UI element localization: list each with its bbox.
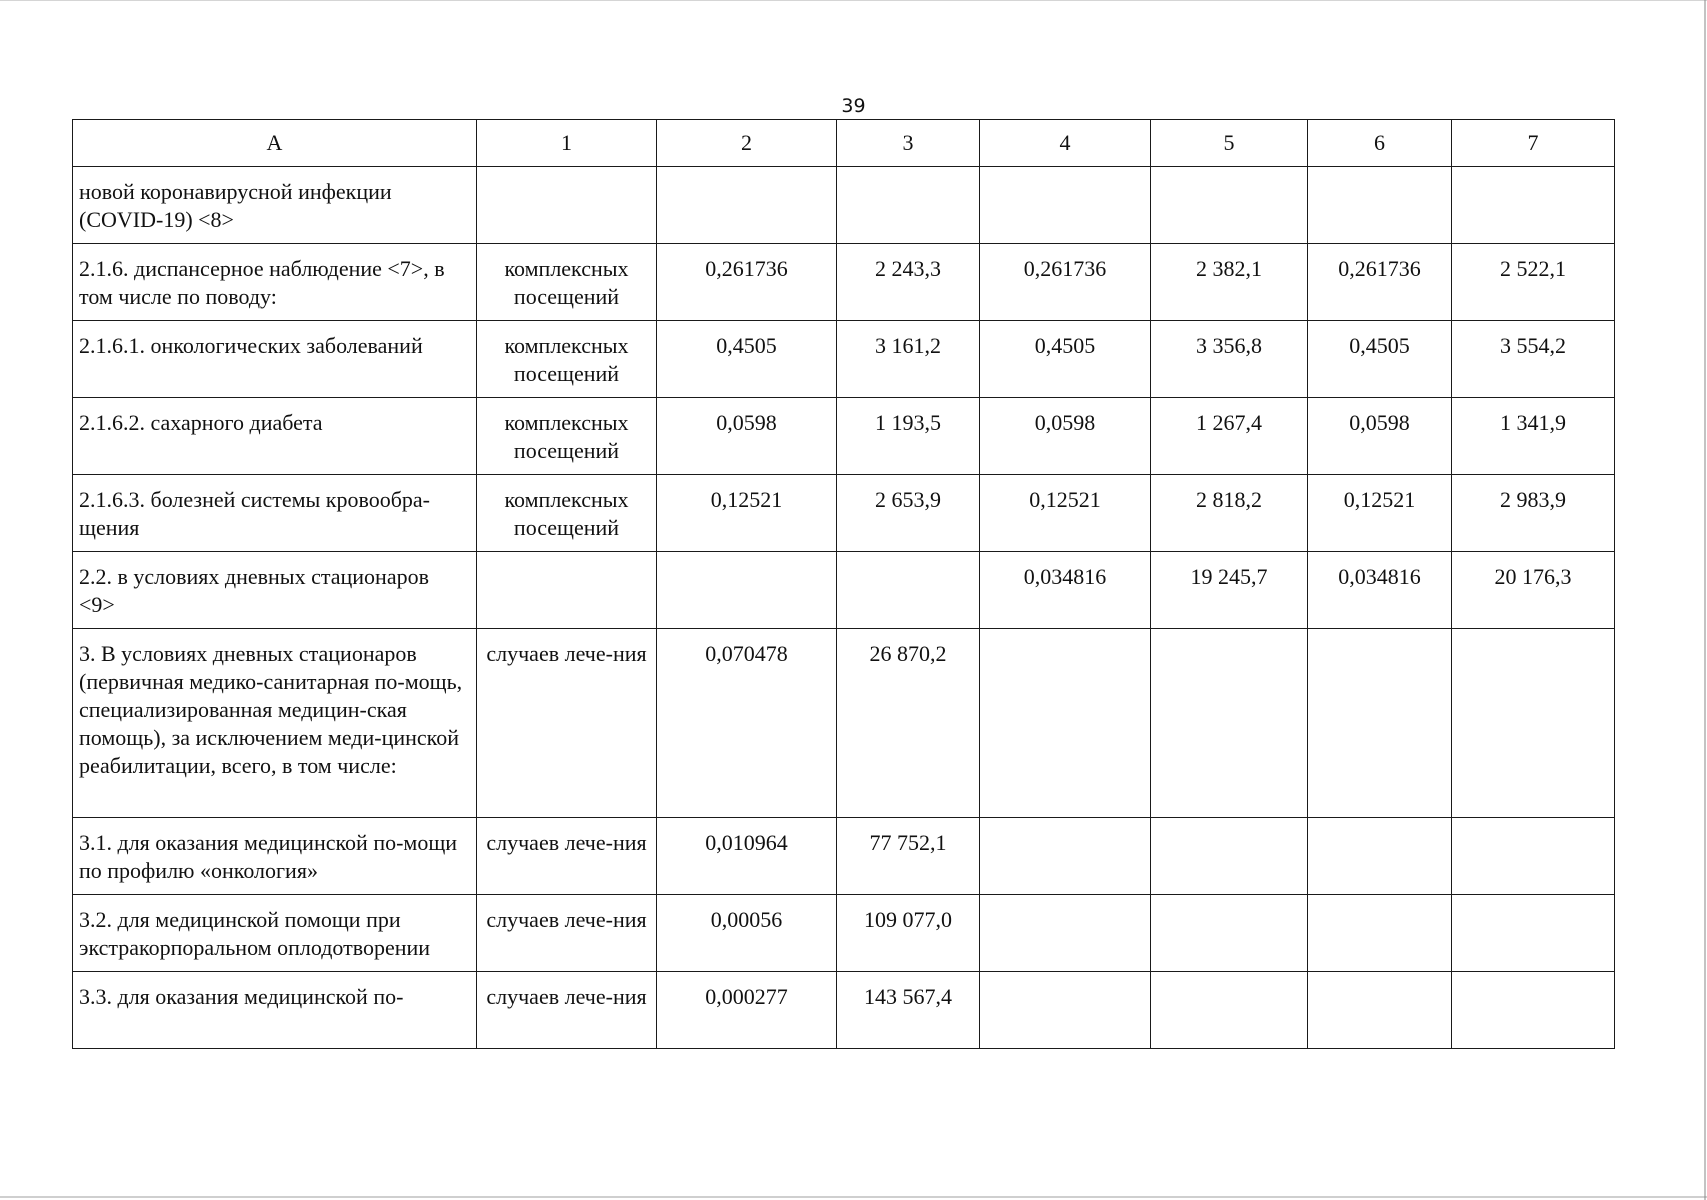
table-row	[73, 244, 1615, 321]
value-cell: 77 752,1	[837, 818, 980, 895]
value-cell: 0,12521	[657, 475, 837, 552]
value-cell: 0,12521	[980, 475, 1151, 552]
value-cell: 2 653,9	[837, 475, 980, 552]
value-cell: 0,0598	[980, 398, 1151, 475]
header-row	[73, 120, 1615, 167]
value-cell	[980, 629, 1151, 818]
unit-cell: комплексных посещений	[477, 321, 657, 398]
header-cell-5: 5	[1151, 120, 1308, 167]
value-cell: 1 267,4	[1151, 398, 1308, 475]
value-cell: 19 245,7	[1151, 552, 1308, 629]
header-cell-3: 3	[837, 120, 980, 167]
scan-edge-right	[1704, 0, 1706, 1200]
value-cell: 0,261736	[1308, 244, 1452, 321]
header-cell-7: 7	[1452, 120, 1615, 167]
value-cell	[980, 972, 1151, 1049]
row-label-cell: 2.1.6.2. сахарного диабета	[73, 398, 477, 475]
row-label-cell: 2.1.6. диспансерное наблюдение <7>, в том числе по поводу:	[73, 244, 477, 321]
table-row	[73, 629, 1615, 818]
value-cell: 0,261736	[657, 244, 837, 321]
unit-cell	[477, 167, 657, 244]
table-row	[73, 167, 1615, 244]
value-cell: 2 522,1	[1452, 244, 1615, 321]
unit-cell	[477, 552, 657, 629]
value-cell: 0,034816	[1308, 552, 1452, 629]
value-cell: 0,010964	[657, 818, 837, 895]
scan-edge-top	[0, 0, 1707, 1]
table-row	[73, 818, 1615, 895]
table-row	[73, 552, 1615, 629]
value-cell: 2 983,9	[1452, 475, 1615, 552]
value-cell	[1452, 818, 1615, 895]
unit-cell: случаев лече-ния	[477, 895, 657, 972]
value-cell	[837, 552, 980, 629]
header-cell-2: 2	[657, 120, 837, 167]
unit-cell: комплексных посещений	[477, 398, 657, 475]
data-table	[72, 119, 1615, 1049]
row-label-cell: 3.3. для оказания медицинской по-	[73, 972, 477, 1049]
value-cell: 1 341,9	[1452, 398, 1615, 475]
value-cell: 0,034816	[980, 552, 1151, 629]
value-cell	[980, 818, 1151, 895]
row-label-cell: 2.1.6.1. онкологических заболеваний	[73, 321, 477, 398]
value-cell	[1452, 895, 1615, 972]
row-label-cell: новой коронавирусной инфекции (COVID-19) <8>	[73, 167, 477, 244]
page-number: 39	[841, 95, 866, 117]
unit-cell: случаев лече-ния	[477, 818, 657, 895]
table-row	[73, 321, 1615, 398]
value-cell: 0,000277	[657, 972, 837, 1049]
unit-cell: случаев лече-ния	[477, 972, 657, 1049]
value-cell: 0,12521	[1308, 475, 1452, 552]
value-cell: 109 077,0	[837, 895, 980, 972]
value-cell: 0,261736	[980, 244, 1151, 321]
unit-cell: случаев лече-ния	[477, 629, 657, 818]
value-cell	[1308, 818, 1452, 895]
value-cell	[1308, 895, 1452, 972]
row-label-cell: 3.2. для медицинской помощи при экстракорпоральном оплодотворении	[73, 895, 477, 972]
value-cell	[1452, 629, 1615, 818]
value-cell	[1151, 818, 1308, 895]
value-cell: 0,4505	[980, 321, 1151, 398]
value-cell	[1308, 629, 1452, 818]
value-cell: 0,4505	[657, 321, 837, 398]
value-cell	[980, 167, 1151, 244]
value-cell	[837, 167, 980, 244]
scan-edge-bottom	[0, 1196, 1707, 1198]
value-cell: 26 870,2	[837, 629, 980, 818]
unit-cell: комплексных посещений	[477, 244, 657, 321]
row-label-cell: 2.1.6.3. болезней системы кровообра-щения	[73, 475, 477, 552]
value-cell: 0,4505	[1308, 321, 1452, 398]
row-label-cell: 2.2. в условиях дневных стационаров <9>	[73, 552, 477, 629]
value-cell	[1151, 895, 1308, 972]
value-cell: 20 176,3	[1452, 552, 1615, 629]
table-row	[73, 398, 1615, 475]
value-cell	[657, 167, 837, 244]
table-row	[73, 895, 1615, 972]
header-cell-a: A	[73, 120, 477, 167]
value-cell	[657, 552, 837, 629]
value-cell: 2 382,1	[1151, 244, 1308, 321]
value-cell: 0,070478	[657, 629, 837, 818]
value-cell: 0,0598	[1308, 398, 1452, 475]
row-label-cell: 3.1. для оказания медицинской по-мощи по профилю «онкология»	[73, 818, 477, 895]
header-cell-6: 6	[1308, 120, 1452, 167]
value-cell	[1452, 167, 1615, 244]
value-cell: 0,0598	[657, 398, 837, 475]
value-cell	[1151, 167, 1308, 244]
value-cell: 0,00056	[657, 895, 837, 972]
value-cell	[1151, 972, 1308, 1049]
value-cell	[1308, 167, 1452, 244]
header-cell-1: 1	[477, 120, 657, 167]
value-cell: 3 356,8	[1151, 321, 1308, 398]
header-cell-4: 4	[980, 120, 1151, 167]
value-cell	[1151, 629, 1308, 818]
value-cell: 143 567,4	[837, 972, 980, 1049]
value-cell: 1 193,5	[837, 398, 980, 475]
row-label-cell: 3. В условиях дневных стационаров (первичная медико-санитарная по-мощь, специализированная медицин-ская помощь), за исключением меди-цинской реабилитации, всего, в том числе:	[73, 629, 477, 818]
value-cell	[980, 895, 1151, 972]
unit-cell: комплексных посещений	[477, 475, 657, 552]
table-row	[73, 475, 1615, 552]
table-row	[73, 972, 1615, 1049]
value-cell: 2 818,2	[1151, 475, 1308, 552]
value-cell	[1308, 972, 1452, 1049]
value-cell: 3 554,2	[1452, 321, 1615, 398]
value-cell: 3 161,2	[837, 321, 980, 398]
value-cell: 2 243,3	[837, 244, 980, 321]
value-cell	[1452, 972, 1615, 1049]
